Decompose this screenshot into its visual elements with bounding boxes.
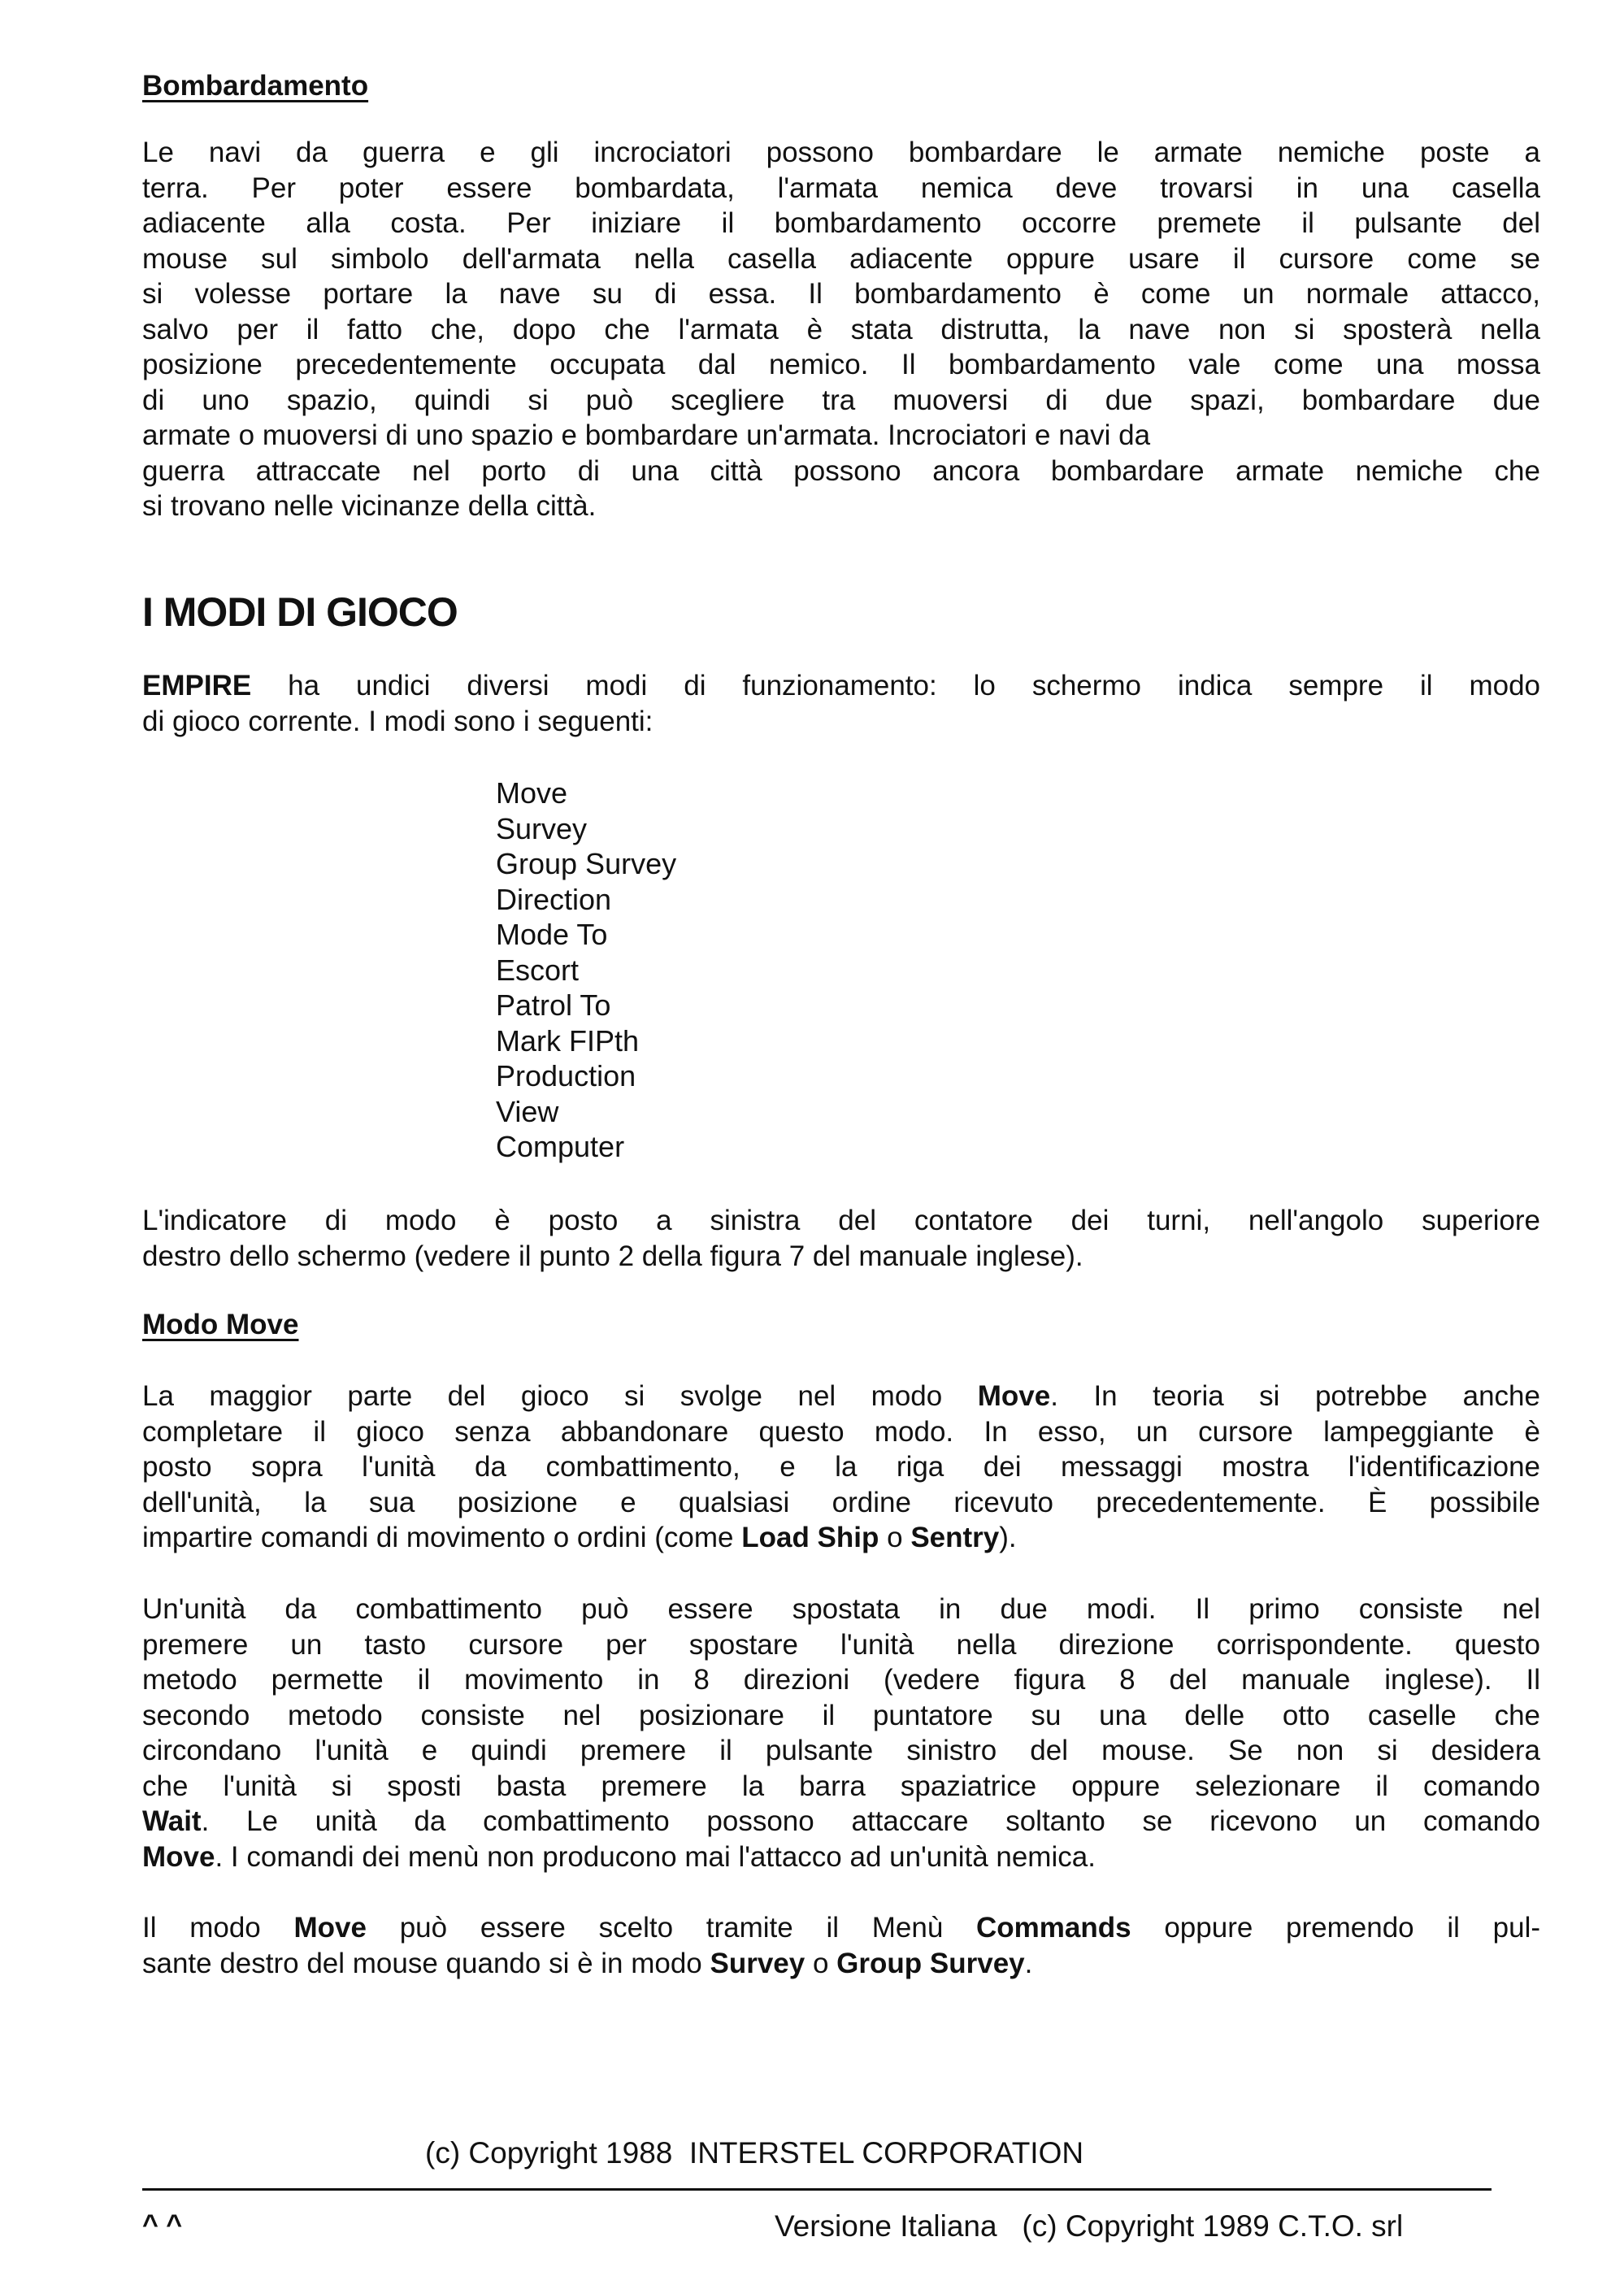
- footer-version: Versione Italiana (c) Copyright 1989 C.T.O. srl: [775, 2209, 1404, 2243]
- text-line: secondo metodo consiste nel posizionare il puntatore su una delle otto caselle che: [142, 1699, 1540, 1731]
- command-move: Move: [293, 1912, 367, 1944]
- text-line: L'indicatore di modo è posto a sinistra del contatore dei turni, nell'angolo superiore: [142, 1205, 1540, 1236]
- text-fragment: o: [805, 1947, 837, 1979]
- text-fragment: .: [1024, 1947, 1033, 1979]
- text-fragment: . In teoria si potrebbe anche: [1050, 1380, 1540, 1412]
- text-line: di uno spazio, quindi si può scegliere tra muoversi di due spazi, bombardare due: [142, 384, 1540, 416]
- text-line: premere un tasto cursore per spostare l'unità nella direzione corrispondente. questo: [142, 1628, 1540, 1661]
- text-line: [142, 1804, 1540, 1839]
- menu-commands: Commands: [976, 1912, 1131, 1944]
- list-item: Mode To: [496, 918, 608, 951]
- text-line: armate o muoversi di uno spazio e bombardare un'armata. Incrociatori e navi da: [142, 419, 1151, 451]
- text-fragment: sante destro del mouse quando si è in modo: [142, 1947, 710, 1979]
- text-line: [142, 1839, 1540, 1875]
- list-item: Survey: [496, 811, 588, 845]
- text-line: [142, 1946, 1540, 1982]
- text-fragment: Il modo: [142, 1912, 294, 1944]
- command-wait: Wait: [142, 1805, 202, 1837]
- text-line: destro dello schermo (vedere il punto 2 della figura 7 del manuale inglese).: [142, 1240, 1083, 1272]
- text-fragment: ha undici diversi modi di funzionamento: lo schermo indica sempre il modo: [251, 670, 1540, 701]
- text-fragment: ).: [999, 1522, 1017, 1553]
- text-line: salvo per il fatto che, dopo che l'armata è stata distrutta, la nave non si sposterà nella: [142, 313, 1540, 345]
- text-fragment: o: [879, 1522, 911, 1553]
- text-line: si volesse portare la nave su di essa. Il bombardamento è come un normale attacco,: [142, 278, 1540, 310]
- text-fragment: impartire comandi di movimento o ordini (come: [142, 1522, 742, 1553]
- modes-list: [496, 775, 676, 1165]
- heading-bombardamento: Bombardamento: [142, 70, 369, 102]
- text-fragment: . Le unità da combattimento possono attaccare soltanto se ricevono un comando: [201, 1805, 1540, 1837]
- list-item: View: [496, 1094, 559, 1128]
- text-line: posizione precedentemente occupata dal nemico. Il bombardamento vale come una mossa: [142, 349, 1540, 380]
- footer-copyright: (c) Copyright 1988 INTERSTEL CORPORATION: [425, 2136, 1084, 2170]
- paragraph-bombardamento: [142, 135, 1540, 524]
- list-item: Direction: [496, 882, 612, 916]
- text-line: metodo permette il movimento in 8 direzioni (vedere figura 8 del manuale inglese). Il: [142, 1664, 1540, 1696]
- heading-modo-move: Modo Move: [142, 1309, 299, 1340]
- paragraph-move-2: [142, 1592, 1540, 1874]
- list-item: Mark FIPth: [496, 1023, 640, 1058]
- list-item: Patrol To: [496, 988, 611, 1022]
- paragraph-move-3: [142, 1910, 1540, 1981]
- text-line: circondano l'unità e quindi premere il pulsante sinistro del mouse. Se non si desidera: [142, 1735, 1540, 1766]
- text-line: mouse sul simbolo dell'armata nella casella adiacente oppure usare il cursore come se: [142, 242, 1540, 275]
- text-line: che l'unità si sposti basta premere la barra spaziatrice oppure selezionare il comando: [142, 1770, 1540, 1802]
- list-item: Move: [496, 776, 568, 810]
- paragraph-move-1: [142, 1379, 1540, 1556]
- text-line: completare il gioco senza abbandonare questo modo. In esso, un cursore lampeggiante è: [142, 1415, 1540, 1448]
- paragraph-indicator: [142, 1203, 1540, 1274]
- command-move: Move: [977, 1380, 1051, 1412]
- text-line: [142, 1910, 1540, 1946]
- mode-group-survey: Group Survey: [836, 1947, 1025, 1979]
- list-item: Computer: [496, 1130, 625, 1163]
- text-line: guerra attraccate nel porto di una città possono ancora bombardare armate nemiche che: [142, 454, 1540, 487]
- text-line: [142, 1520, 1540, 1556]
- text-line: terra. Per poter essere bombardata, l'armata nemica deve trovarsi in una casella: [142, 172, 1540, 204]
- paragraph-modi-intro: [142, 668, 1540, 739]
- list-item: Group Survey: [496, 847, 677, 880]
- footer-divider: [142, 2188, 1492, 2191]
- text-line: [142, 668, 1540, 704]
- text-fragment: può essere scelto tramite il Menù: [366, 1912, 977, 1944]
- text-line: Un'unità da combattimento può essere spostata in due modi. Il primo consiste nel: [142, 1593, 1540, 1625]
- list-item: Escort: [496, 953, 580, 987]
- text-line: adiacente alla costa. Per iniziare il bombardamento occorre premete il pulsante del: [142, 207, 1540, 239]
- list-item: Production: [496, 1059, 636, 1092]
- text-line: si trovano nelle vicinanze della città.: [142, 490, 597, 522]
- text-line: Le navi da guerra e gli incrociatori possono bombardare le armate nemiche poste a: [142, 137, 1540, 168]
- text-fragment: oppure premendo il pul-: [1131, 1912, 1541, 1944]
- mode-survey: Survey: [710, 1947, 805, 1979]
- text-line: [142, 1379, 1540, 1414]
- page-number: ^ ^: [142, 2209, 183, 2240]
- section-title-modi-di-gioco: I MODI DI GIOCO: [142, 589, 458, 635]
- command-move: Move: [142, 1840, 215, 1873]
- text-line: posto sopra l'unità da combattimento, e la riga dei messaggi mostra l'identificazione: [142, 1451, 1540, 1483]
- command-sentry: Sentry: [910, 1522, 1000, 1553]
- empire-name: EMPIRE: [142, 670, 252, 701]
- text-fragment: . I comandi dei menù non producono mai l'attacco ad un'unità nemica.: [215, 1840, 1096, 1873]
- text-line: dell'unità, la sua posizione e qualsiasi ordine ricevuto precedentemente. È possibile: [142, 1486, 1540, 1518]
- text-fragment: La maggior parte del gioco si svolge nel modo: [142, 1380, 978, 1412]
- text-line: di gioco corrente. I modi sono i seguenti:: [142, 705, 654, 737]
- command-load-ship: Load Ship: [741, 1522, 879, 1553]
